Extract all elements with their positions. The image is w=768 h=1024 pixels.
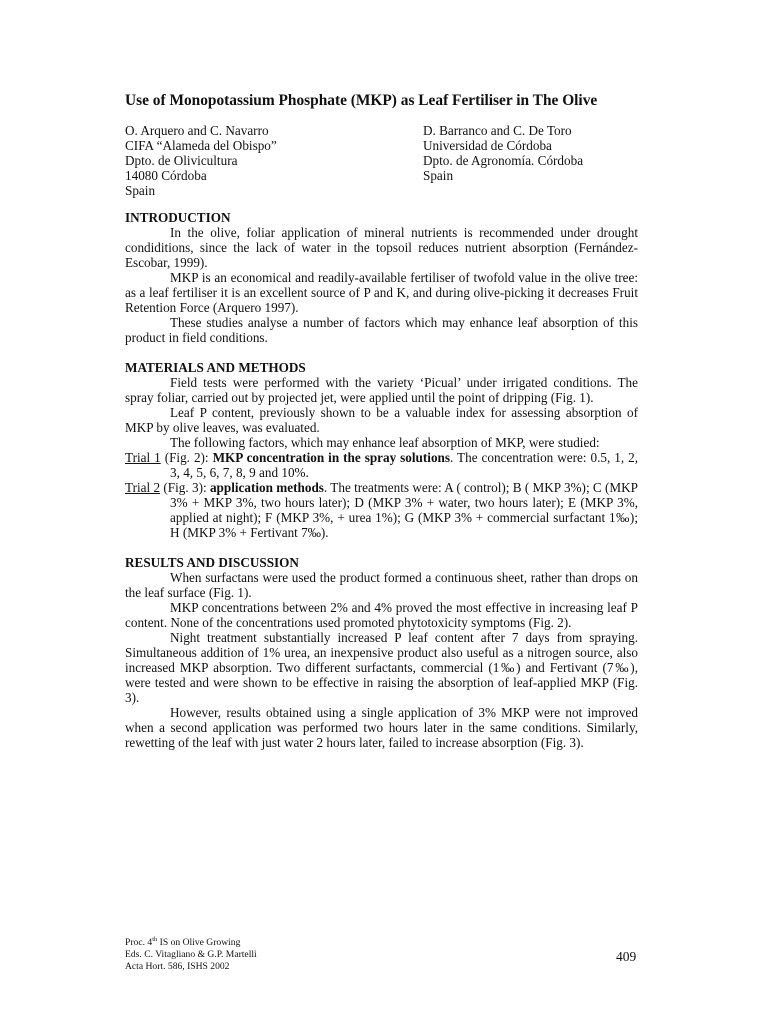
affiliation-line: Dpto. de Olivicultura — [125, 153, 238, 168]
trial-2-label: Trial 2 — [125, 480, 161, 495]
body-paragraph: However, results obtained using a single application of 3% MKP were not improved when a second application was performed two hours later in the same conditions. Similarly, rewetting of the leaf with just water 2 hours later, failed to increase absorption (Fig. 3). — [125, 705, 638, 750]
footer-line: Acta Hort. 586, ISHS 2002 — [125, 961, 230, 973]
trial-1-bold-text: MKP concentration in the spray solutions — [212, 450, 451, 465]
trial-2-fig-ref: (Fig. 3): — [160, 480, 210, 495]
trial-1-fig-ref: (Fig. 2): — [160, 450, 213, 465]
body-paragraph: The following factors, which may enhance leaf absorption of MKP, were studied: — [170, 435, 600, 450]
author-affiliation-left — [125, 123, 405, 198]
body-paragraph: When surfactans were used the product formed a continuous sheet, rather than drops on the leaf surface (Fig. 1). — [125, 570, 638, 600]
body-paragraph: Field tests were performed with the variety ‘Picual’ under irrigated conditions. The spray foliar, carried out by projected jet, were applied until the point of dripping (Fig. 1). — [125, 375, 638, 405]
affiliation-line: Dpto. de Agronomía. Córdoba — [423, 153, 584, 168]
body-paragraph: MKP is an economical and readily-available fertiliser of twofold value in the olive tree: as a leaf fertiliser it is an excellent source of P and K, and during olive-picking it decreases Fruit Retention Force (Arquero 1997). — [125, 270, 638, 315]
body-paragraph: MKP concentrations between 2% and 4% proved the most effective in increasing leaf P content. None of the concentrations used promoted phytotoxicity symptoms (Fig. 2). — [125, 600, 638, 630]
paper-body — [125, 210, 638, 750]
trial-2-text: . The treatments were: A ( control); B ( MKP 3%); C (MKP 3% + MKP 3%, two hours later); D (MKP 3% + water, two hours later); E (MKP 3%, applied at night); F (MKP 3%, + urea 1%); G (MKP 3% + commercial surfactant 1‰); H (MKP 3% + Fertivant 7‰). — [170, 480, 638, 540]
affiliation-line: Universidad de Córdoba — [423, 138, 552, 153]
footer-line: Proc. 4th IS on Olive Growing — [125, 936, 241, 949]
section-heading-results: RESULTS AND DISCUSSION — [125, 555, 299, 570]
page-number: 409 — [616, 949, 637, 964]
proceedings-footer — [125, 934, 425, 973]
trial-2-paragraph — [125, 480, 638, 540]
section-heading-methods: MATERIALS AND METHODS — [125, 360, 306, 375]
affiliation-line: 14080 Córdoba — [125, 168, 207, 183]
author-names-left: O. Arquero and C. Navarro — [125, 123, 269, 138]
author-affiliation-right — [423, 123, 638, 183]
body-paragraph: In the olive, foliar application of mineral nutrients is recommended under drought condiditions, since the lack of water in the topsoil reduces nutrient absorption (Fernández-Escobar, 1999). — [125, 225, 638, 270]
trial-1-label: Trial 1 — [125, 450, 161, 465]
section-heading-introduction: INTRODUCTION — [125, 210, 231, 225]
affiliation-line: CIFA “Alameda del Obispo” — [125, 138, 277, 153]
affiliation-line: Spain — [423, 168, 454, 183]
body-paragraph: These studies analyse a number of factors which may enhance leaf absorption of this product in field conditions. — [125, 315, 638, 345]
body-paragraph: Night treatment substantially increased P leaf content after 7 days from spraying. Simultaneous addition of 1% urea, an inexpensive product also useful as a nitrogen source, also increased MKP absorption. Two different surfactants, commercial (1‰) and Fertivant (7‰), were tested and were shown to be effective in raising the absorption of leaf-applied MKP (Fig. 3). — [125, 630, 638, 705]
trial-1-paragraph — [125, 450, 638, 480]
author-names-right: D. Barranco and C. De Toro — [423, 123, 572, 138]
trial-2-bold-text: application methods — [209, 480, 324, 495]
affiliation-line: Spain — [125, 183, 156, 198]
footer-line: Eds. C. Vitagliano & G.P. Martelli — [125, 949, 257, 961]
trial-1-text: . The concentration were: 0.5, 1, 2, 3, 4, 5, 6, 7, 8, 9 and 10%. — [170, 450, 638, 480]
body-paragraph: Leaf P content, previously shown to be a valuable index for assessing absorption of MKP by olive leaves, was evaluated. — [125, 405, 638, 435]
paper-title: Use of Monopotassium Phosphate (MKP) as Leaf Fertiliser in The Olive — [125, 92, 598, 109]
